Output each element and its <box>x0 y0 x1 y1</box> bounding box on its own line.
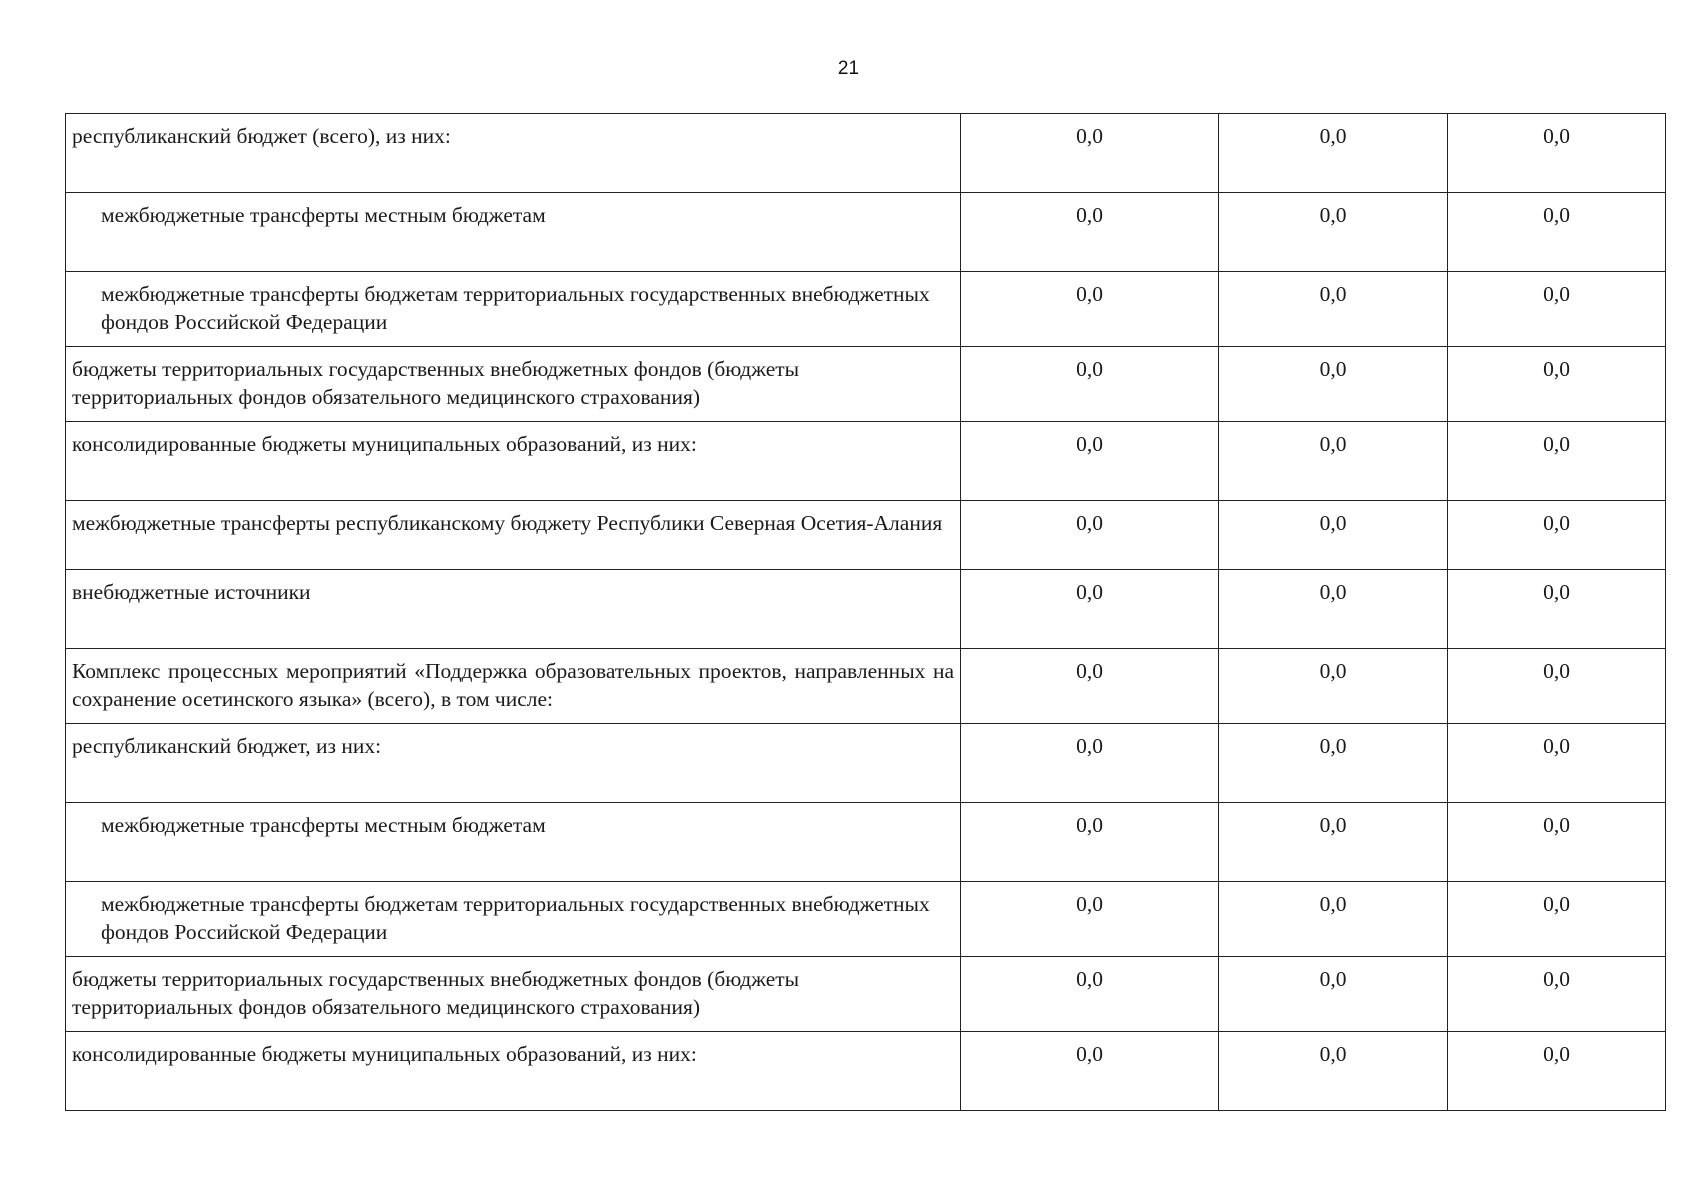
row-label: республиканский бюджет (всего), из них: <box>66 114 961 193</box>
row-label: консолидированные бюджеты муниципальных образований, из них: <box>66 422 961 501</box>
value-cell: 0,0 <box>1219 1032 1448 1111</box>
value-cell: 0,0 <box>961 1032 1219 1111</box>
table-row <box>66 193 1666 272</box>
value-cell: 0,0 <box>961 724 1219 803</box>
value-cell: 0,0 <box>1219 422 1448 501</box>
value-cell: 0,0 <box>1448 193 1666 272</box>
value-cell: 0,0 <box>1448 649 1666 724</box>
value-cell: 0,0 <box>1448 1032 1666 1111</box>
budget-table <box>65 113 1666 1111</box>
row-label: республиканский бюджет, из них: <box>66 724 961 803</box>
value-cell: 0,0 <box>961 193 1219 272</box>
value-cell: 0,0 <box>1448 803 1666 882</box>
table-row <box>66 347 1666 422</box>
table-row <box>66 649 1666 724</box>
table-row <box>66 1032 1666 1111</box>
value-cell: 0,0 <box>1448 501 1666 570</box>
row-label: межбюджетные трансферты местным бюджетам <box>66 803 961 882</box>
value-cell: 0,0 <box>1448 272 1666 347</box>
table-row <box>66 570 1666 649</box>
value-cell: 0,0 <box>1448 114 1666 193</box>
value-cell: 0,0 <box>1448 422 1666 501</box>
table-row <box>66 803 1666 882</box>
row-label: межбюджетные трансферты бюджетам территориальных государственных внебюджетных фондов Российской Федерации <box>66 882 961 957</box>
value-cell: 0,0 <box>1219 347 1448 422</box>
row-label: межбюджетные трансферты местным бюджетам <box>66 193 961 272</box>
table-row <box>66 882 1666 957</box>
row-label: бюджеты территориальных государственных внебюджетных фондов (бюджеты территориальных фондов обязательного медицинского страхования) <box>66 347 961 422</box>
value-cell: 0,0 <box>1219 193 1448 272</box>
value-cell: 0,0 <box>1448 724 1666 803</box>
value-cell: 0,0 <box>961 570 1219 649</box>
table-row <box>66 724 1666 803</box>
value-cell: 0,0 <box>961 957 1219 1032</box>
value-cell: 0,0 <box>1448 882 1666 957</box>
value-cell: 0,0 <box>1219 649 1448 724</box>
row-label: бюджеты территориальных государственных внебюджетных фондов (бюджеты территориальных фондов обязательного медицинского страхования) <box>66 957 961 1032</box>
value-cell: 0,0 <box>1448 570 1666 649</box>
value-cell: 0,0 <box>1219 724 1448 803</box>
table-row <box>66 272 1666 347</box>
page-number: 21 <box>837 58 860 79</box>
value-cell: 0,0 <box>961 422 1219 501</box>
value-cell: 0,0 <box>961 501 1219 570</box>
value-cell: 0,0 <box>961 272 1219 347</box>
value-cell: 0,0 <box>1219 882 1448 957</box>
row-label: Комплекс процессных мероприятий «Поддержка образовательных проектов, направленных на сохранение осетинского языка» (всего), в том числе: <box>66 649 961 724</box>
value-cell: 0,0 <box>1219 803 1448 882</box>
row-label: консолидированные бюджеты муниципальных образований, из них: <box>66 1032 961 1111</box>
row-label: межбюджетные трансферты республиканскому бюджету Республики Северная Осетия-Алания <box>66 501 961 570</box>
table-row <box>66 957 1666 1032</box>
value-cell: 0,0 <box>961 649 1219 724</box>
row-label: внебюджетные источники <box>66 570 961 649</box>
row-label: межбюджетные трансферты бюджетам территориальных государственных внебюджетных фондов Российской Федерации <box>66 272 961 347</box>
value-cell: 0,0 <box>1448 347 1666 422</box>
value-cell: 0,0 <box>1219 957 1448 1032</box>
value-cell: 0,0 <box>1219 114 1448 193</box>
value-cell: 0,0 <box>1219 501 1448 570</box>
value-cell: 0,0 <box>961 114 1219 193</box>
table-row <box>66 422 1666 501</box>
table-row <box>66 114 1666 193</box>
budget-table-body <box>66 114 1666 1111</box>
value-cell: 0,0 <box>961 882 1219 957</box>
value-cell: 0,0 <box>1219 570 1448 649</box>
table-row <box>66 501 1666 570</box>
value-cell: 0,0 <box>961 347 1219 422</box>
value-cell: 0,0 <box>1219 272 1448 347</box>
value-cell: 0,0 <box>961 803 1219 882</box>
value-cell: 0,0 <box>1448 957 1666 1032</box>
